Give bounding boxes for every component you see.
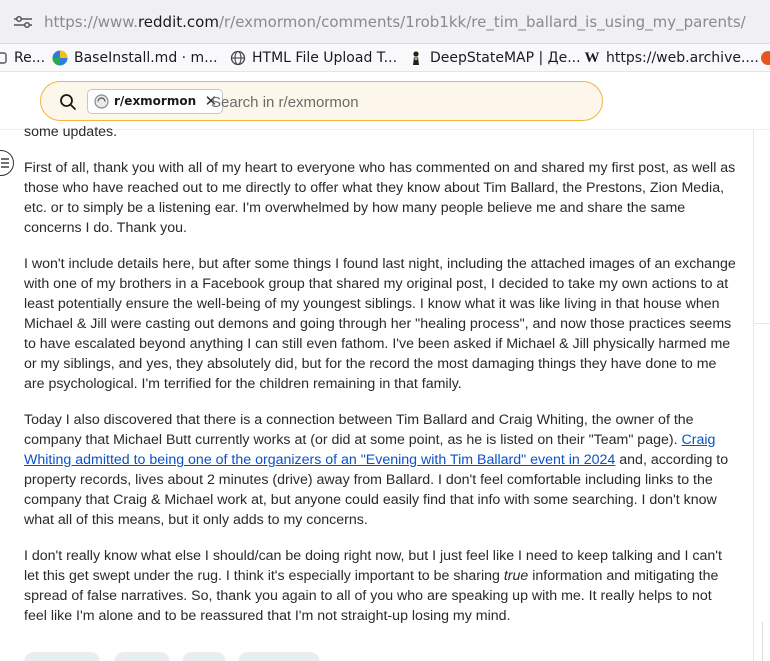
subreddit-avatar-icon — [94, 94, 109, 109]
post-paragraph: First of all, thank you with all of my heart to everyone who has commented on and shared my first post, as well as those who have reached out to me directly to offer what they know about Tim Ballard, the Prestons, Zion Media, etc. or to simply be a listening ear. I'm overwhelmed by how many people believe me and share the same concerns I do. Thank you. — [24, 160, 736, 236]
subreddit-search-chip[interactable] — [87, 89, 223, 114]
craig-whiting-link[interactable]: Craig Whiting admitted to being one of the organizers of an "Evening with Tim Ballard" event in 2024 — [24, 432, 716, 468]
search-input[interactable] — [211, 90, 591, 114]
search-icon — [59, 93, 77, 111]
share-button[interactable] — [238, 652, 320, 661]
emphasis-text: true — [503, 568, 529, 584]
bookmark-label: BaseInstall.md · m... — [74, 50, 218, 66]
award-button[interactable] — [182, 652, 226, 661]
bookmark-item[interactable] — [230, 48, 397, 68]
paragraph-text: I don't really know what else I should/can be doing right now, but I just feel like I need to keep talking and I can't let this get swept under the rug. I think it's especially important to be sharing — [24, 548, 722, 584]
post-body — [24, 122, 736, 642]
vote-button[interactable] — [24, 652, 100, 661]
wikipedia-w-icon: W — [584, 50, 600, 66]
page-info-icon[interactable] — [12, 14, 34, 30]
scrollbar-track[interactable] — [762, 622, 763, 661]
url-path: /r/exmormon/comments/1rob1kk/re_tim_ballard_is_using_my_parents/ — [218, 13, 746, 31]
bookmarks-bar — [0, 44, 770, 72]
bookmark-item[interactable] — [584, 48, 759, 68]
bookmark-label: https://web.archive.... — [606, 50, 759, 66]
bookmark-label: Re... — [14, 50, 46, 66]
partial-bookmark-icon — [760, 50, 770, 66]
browser-address-bar[interactable] — [0, 0, 770, 44]
comments-button[interactable] — [114, 652, 170, 661]
bookmark-label: HTML File Upload T... — [252, 50, 398, 66]
colorful-ball-icon — [52, 50, 68, 66]
url-text[interactable] — [44, 13, 746, 31]
bookmark-item[interactable] — [760, 48, 770, 68]
right-sidebar-edge — [753, 130, 770, 661]
paragraph-text: and, according to property records, lives about 2 minutes (drive) away from Ballard. I don't feel comfortable including links to the company that Craig & Michael work at, but anyone could easily find that info with some searching. I don't know what all of this means, but it only adds to my concerns. — [24, 452, 729, 528]
post-paragraph-fragment: some updates. — [24, 124, 118, 140]
globe-icon — [230, 50, 246, 66]
close-icon[interactable]: ✕ — [204, 92, 218, 110]
bookmark-item[interactable] — [0, 48, 45, 68]
subreddit-chip-label: r/exmormon — [114, 94, 197, 108]
post-paragraph: I won't include details here, but after some things I found last night, including the attached images of an exchange with one of my brothers in a Facebook group that shared my original post, I decided to take my own actions to at least potentially ensure the well-being of my youngest siblings. I know what it was like living in that house when Michael & Jill were casting out demons and going through her "healing process", and now those practices seems to have escalated beyond anything I can still even fathom. I've been asked if Michael & Jill physically harmed me or my siblings, and yes, they absolutely did, but for the record the most damaging things they have done to me are psychological. I'm terrified for the children remaining in that family. — [24, 256, 736, 392]
post-paragraph — [24, 410, 736, 530]
url-prefix: https://www. — [44, 13, 138, 31]
sidebar-divider — [754, 323, 770, 324]
post-paragraph — [24, 546, 736, 626]
table-of-contents-icon[interactable] — [0, 150, 14, 176]
figure-icon — [408, 50, 424, 66]
url-host: reddit.com — [137, 13, 219, 31]
bookmark-item[interactable] — [408, 48, 581, 68]
bookmark-label: DeepStateMAP | Де... — [430, 50, 581, 66]
paragraph-text: information and mitigating the spread of false narratives. So, thank you again to all of you who are speaking up with me. It really helps to not feel like I'm alone and to be reassured that I'm not straight-up losing my mind. — [24, 568, 719, 624]
generic-icon — [0, 50, 8, 66]
paragraph-text: Today I also discovered that there is a connection between Tim Ballard and Craig Whiting, the owner of the company that Michael Butt currently works at (or did at some point, as he is listed on their "Team" page). — [24, 412, 694, 448]
bookmark-item[interactable] — [52, 48, 218, 68]
search-bar[interactable] — [40, 81, 603, 121]
